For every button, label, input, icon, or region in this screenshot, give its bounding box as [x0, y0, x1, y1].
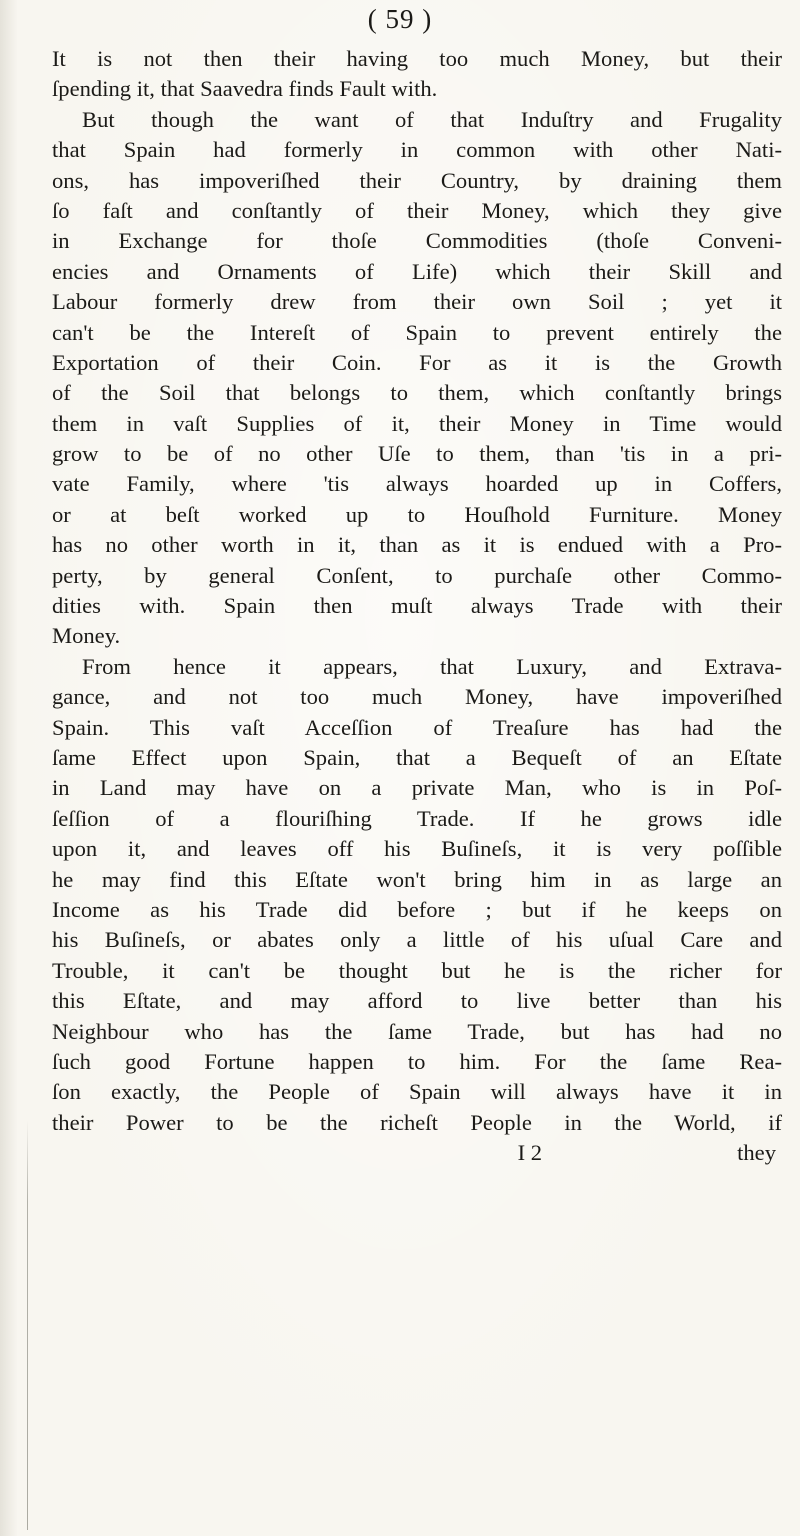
- text-line: in Exchange for thoſe Commodities (thoſe Conveni-: [52, 228, 782, 254]
- text-line: But though the want of that Induſtry and Frugality: [82, 106, 782, 132]
- page-footer: [52, 1138, 782, 1168]
- text-line: Spain. This vaſt Acceſſion of Treaſure has had the: [52, 714, 782, 740]
- text-line: can't be the Intereſt of Spain to prevent entirely the: [52, 319, 782, 345]
- text-line: vate Family, where 'tis always hoarded up in Coffers,: [52, 471, 782, 497]
- text-line: this Eſtate, and may afford to live better than his: [52, 988, 782, 1014]
- text-line: ſuch good Fortune happen to him. For the ſame Rea-: [52, 1048, 782, 1074]
- text-line: Neighbour who has the ſame Trade, but has had no: [52, 1018, 782, 1044]
- text-line: From hence it appears, that Luxury, and Extrava-: [82, 653, 782, 679]
- text-line: grow to be of no other Uſe to them, than 'tis in a pri-: [52, 441, 782, 467]
- text-line: ons, has impoveriſhed their Country, by draining them: [52, 167, 782, 193]
- text-line: encies and Ornaments of Life) which their Skill and: [52, 258, 782, 284]
- text-line: Exportation of their Coin. For as it is the Growth: [52, 349, 782, 375]
- text-line: has no other worth in it, than as it is endued with a Pro-: [52, 532, 782, 558]
- binding-shadow: [0, 0, 18, 1536]
- text-line: ſeſſion of a flouriſhing Trade. If he grows idle: [52, 805, 782, 831]
- text-line: Money.: [52, 623, 121, 649]
- text-line: gance, and not too much Money, have impoveriſhed: [52, 684, 782, 710]
- text-line: that Spain had formerly in common with other Nati-: [52, 137, 782, 163]
- text-line: of the Soil that belongs to them, which conſtantly brings: [52, 380, 782, 406]
- text-line: Income as his Trade did before ; but if he keeps on: [52, 896, 782, 922]
- signature-mark: I 2: [517, 1140, 543, 1166]
- text-line: he may find this Eſtate won't bring him in as large an: [52, 866, 782, 892]
- text-line: dities with. Spain then muſt always Trade with their: [52, 593, 782, 619]
- text-line: Labour formerly drew from their own Soil ; yet it: [52, 289, 782, 315]
- body-text: [52, 44, 782, 1168]
- text-line: ſon exactly, the People of Spain will always have it in: [52, 1079, 782, 1105]
- text-line: or at beſt worked up to Houſhold Furniture. Money: [52, 501, 782, 527]
- text-line: ſame Effect upon Spain, that a Bequeſt of an Eſtate: [52, 744, 782, 770]
- text-line: their Power to be the richeſt People in the World, if: [52, 1109, 782, 1135]
- text-line: upon it, and leaves off his Buſineſs, it is very poſſible: [52, 836, 782, 862]
- text-line: his Buſineſs, or abates only a little of his uſual Care and: [52, 927, 782, 953]
- text-line: Trouble, it can't be thought but he is the richer for: [52, 957, 782, 983]
- text-line: in Land may have on a private Man, who is in Poſ-: [52, 775, 782, 801]
- text-line: It is not then their having too much Money, but their: [52, 46, 782, 71]
- text-line: ſpending it, that Saavedra finds Fault with.: [52, 76, 438, 102]
- page-number: ( 59 ): [367, 4, 433, 34]
- margin-shadow-line: [27, 1120, 28, 1530]
- text-line: them in vaſt Supplies of it, their Money in Time would: [52, 410, 782, 436]
- text-line: perty, by general Conſent, to purchaſe other Commo-: [52, 562, 782, 588]
- catchword: they: [737, 1140, 776, 1166]
- text-line: ſo faſt and conſtantly of their Money, which they give: [52, 197, 782, 223]
